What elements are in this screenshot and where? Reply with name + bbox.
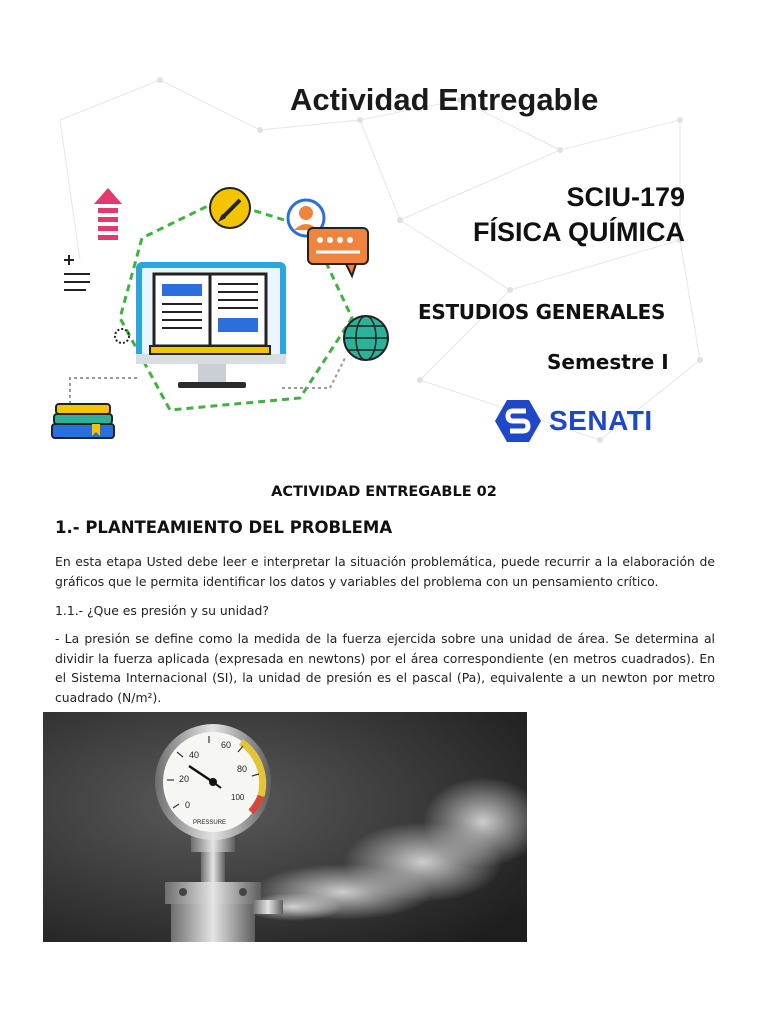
gauge-label: PRESSURE <box>193 820 227 826</box>
gauge-tick-40: 40 <box>189 750 200 760</box>
section-title: 1.- PLANTEAMIENTO DEL PROBLEMA <box>55 518 393 537</box>
pressure-gauge-photo <box>43 712 527 942</box>
open-book-monitor-icon <box>136 262 286 388</box>
course-name: FÍSICA QUÍMICA <box>473 217 685 247</box>
gauge-dial <box>155 724 271 840</box>
upload-arrow-icon <box>94 188 122 240</box>
gauge-tick-80: 80 <box>237 764 248 774</box>
gauge-tick-100: 100 <box>231 793 245 802</box>
senati-logo-text: SENATI <box>549 405 653 436</box>
globe-icon <box>344 316 388 360</box>
pencil-icon <box>210 188 250 228</box>
list-icon <box>64 255 90 290</box>
senati-logo-icon <box>493 398 543 444</box>
gauge-tick-0: 0 <box>185 800 191 810</box>
books-stack-icon <box>52 404 114 438</box>
e-learning-illustration <box>50 178 390 448</box>
semester-label: Semestre I <box>547 350 669 374</box>
chat-bubble-icon <box>308 228 368 276</box>
cover-title: Actividad Entregable <box>290 82 599 117</box>
intro-paragraph: En esta etapa Usted debe leer e interpretar la situación problemática, puede recurrir a la elaboración de gráficos que le permita identificar los datos y variables del problema con un pensamiento crítico. <box>55 554 715 589</box>
activity-heading: ACTIVIDAD ENTREGABLE 02 <box>271 484 497 500</box>
question-text: 1.1.- ¿Que es presión y su unidad? <box>55 603 269 618</box>
senati-logo <box>493 398 653 444</box>
gauge-tick-20: 20 <box>179 774 190 784</box>
program-name: ESTUDIOS GENERALES <box>418 300 666 324</box>
answer-paragraph: - La presión se define como la medida de la fuerza ejercida sobre una unidad de área. Se determina al dividir la fuerza aplicada (expresada en newtons) por el área correspondiente (en metros cuadrados). En el Sistema Internacional (SI), la unidad de presión es el pascal (Pa), equivalente a un newton por metro cuadrado (N/m²). <box>55 631 715 705</box>
course-code: SCIU-179 <box>566 182 685 212</box>
gauge-tick-60: 60 <box>221 740 232 750</box>
cover-page <box>40 60 730 460</box>
